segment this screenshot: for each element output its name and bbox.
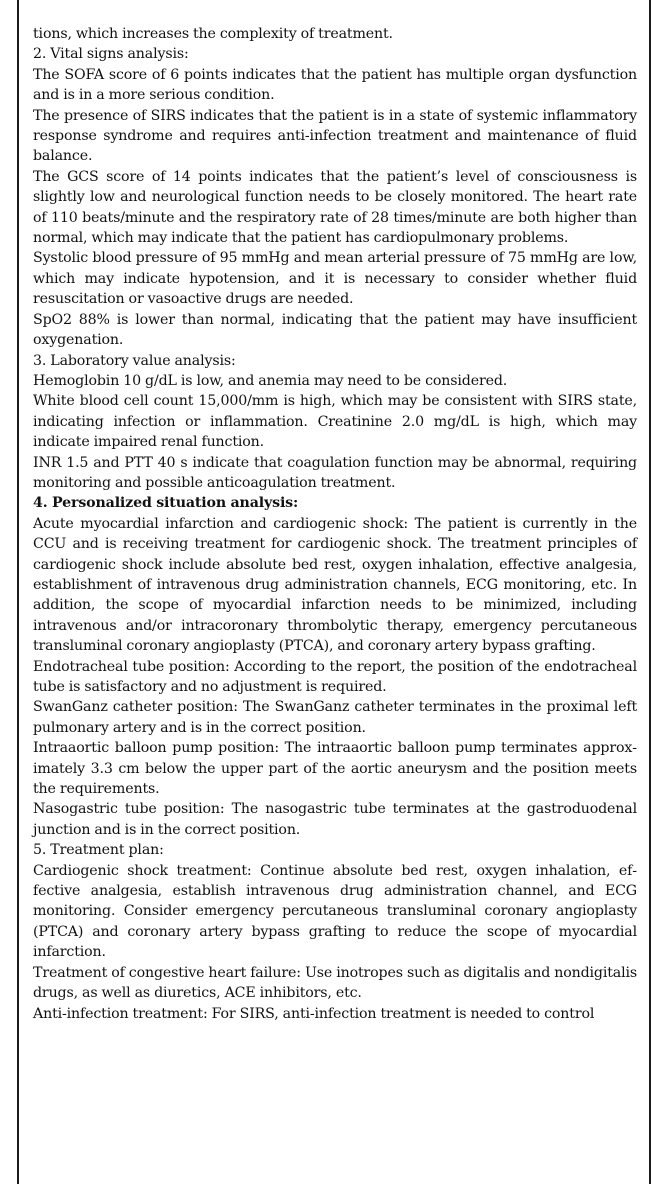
- paragraph-hemoglobin: Hemoglobin 10 g/dL is low, and anemia may need to be considered.: [33, 372, 508, 389]
- paragraph-heart-failure: Treatment of congestive heart failure: Use inotropes such as digitalis and nondigitalis drugs, as well as diuretics, ACE inhibitors, etc.: [33, 964, 637, 1002]
- paragraph-wbc-creatinine: White blood cell count 15,000/mm is high, which may be consistent with SIRS state, indicating infection or inflammation. Creatinine 2.0 mg/dL is high, which may indicate impaired renal function.: [33, 393, 637, 451]
- heading-laboratory: 3. Laboratory value analysis:: [33, 352, 236, 369]
- heading-treatment-plan: 5. Treatment plan:: [33, 842, 164, 859]
- left-margin-rule: [17, 0, 19, 1184]
- paragraph-gcs: The GCS score of 14 points indicates that the patient’s level of consciousness is slightly low and neurological function needs to be closely monitored. The heart rate of 110 beats/minute and the respiratory rate of 28 times/minute are both higher than normal, which may indicate that the patient has cardiopulmonary problems.: [33, 168, 637, 247]
- paragraph-balloon-pump: Intraaortic balloon pump position: The intraaortic balloon pump terminates approximately 3.3 cm below the upper part of the aortic aneurysm and the position meets the requirements.: [33, 740, 637, 798]
- paragraph-swanganz-catheter: SwanGanz catheter position: The SwanGanz catheter terminates in the proximal left pulmonary artery and is in the correct position.: [33, 699, 637, 736]
- paragraph-sirs: The presence of SIRS indicates that the patient is in a state of systemic inflammatory response syndrome and requires anti-infection treatment and maintenance of fluid balance.: [33, 107, 637, 165]
- paragraph-spo2: SpO2 88% is lower than normal, indicating that the patient may have insufficient oxygenation.: [33, 311, 637, 349]
- document-body: [33, 24, 637, 1024]
- paragraph-nasogastric-tube: Nasogastric tube position: The nasogastric tube terminates at the gastroduodenal junction and is in the correct position.: [33, 801, 637, 838]
- right-margin-rule: [649, 0, 651, 1184]
- paragraph-endotracheal-tube: Endotracheal tube position: According to the report, the position of the endotracheal tube is satisfactory and no adjustment is required.: [33, 658, 637, 695]
- paragraph-sofa: The SOFA score of 6 points indicates that the patient has multiple organ dysfunction and is in a more serious condition.: [33, 66, 637, 104]
- paragraph-blood-pressure: Systolic blood pressure of 95 mmHg and mean arterial pressure of 75 mmHg are low, which may indicate hypotension, and it is necessary to consider whether fluid resuscitation or vasoactive drugs are needed.: [33, 250, 637, 308]
- paragraph-cardiogenic-shock: Acute myocardial infarction and cardiogenic shock: The patient is currently in the CCU and is receiving treatment for cardiogenic shock. The treatment principles of cardiogenic shock include absolute bed rest, oxygen inhalation, effective analgesia, establishment of intravenous drug administration channels, ECG monitoring, etc. In addition, the scope of myocardial infarction needs to be minimized, including intravenous and/or intracoronary thrombolytic therapy, emergency percutaneous transluminal coronary angioplasty (PTCA), and coronary artery bypass grafting.: [33, 515, 637, 655]
- paragraph-shock-treatment: Cardiogenic shock treatment: Continue absolute bed rest, oxygen inhalation, effective analgesia, establish intravenous drug administration channel, and ECG monitoring. Consider emergency percutaneous transluminal coronary angioplasty (PTCA) and coronary artery bypass grafting to reduce the scope of myocardial infarction.: [33, 862, 637, 961]
- paragraph-coagulation: INR 1.5 and PTT 40 s indicate that coagulation function may be abnormal, requiring monitoring and possible anticoagulation treatment.: [33, 454, 637, 491]
- paragraph-anti-infection: Anti-infection treatment: For SIRS, anti-infection treatment is needed to control: [33, 1005, 595, 1022]
- paragraph-continuation: tions, which increases the complexity of treatment.: [33, 26, 393, 42]
- heading-vital-signs: 2. Vital signs analysis:: [33, 46, 189, 63]
- heading-personalized-analysis: 4. Personalized situation analysis:: [33, 495, 299, 512]
